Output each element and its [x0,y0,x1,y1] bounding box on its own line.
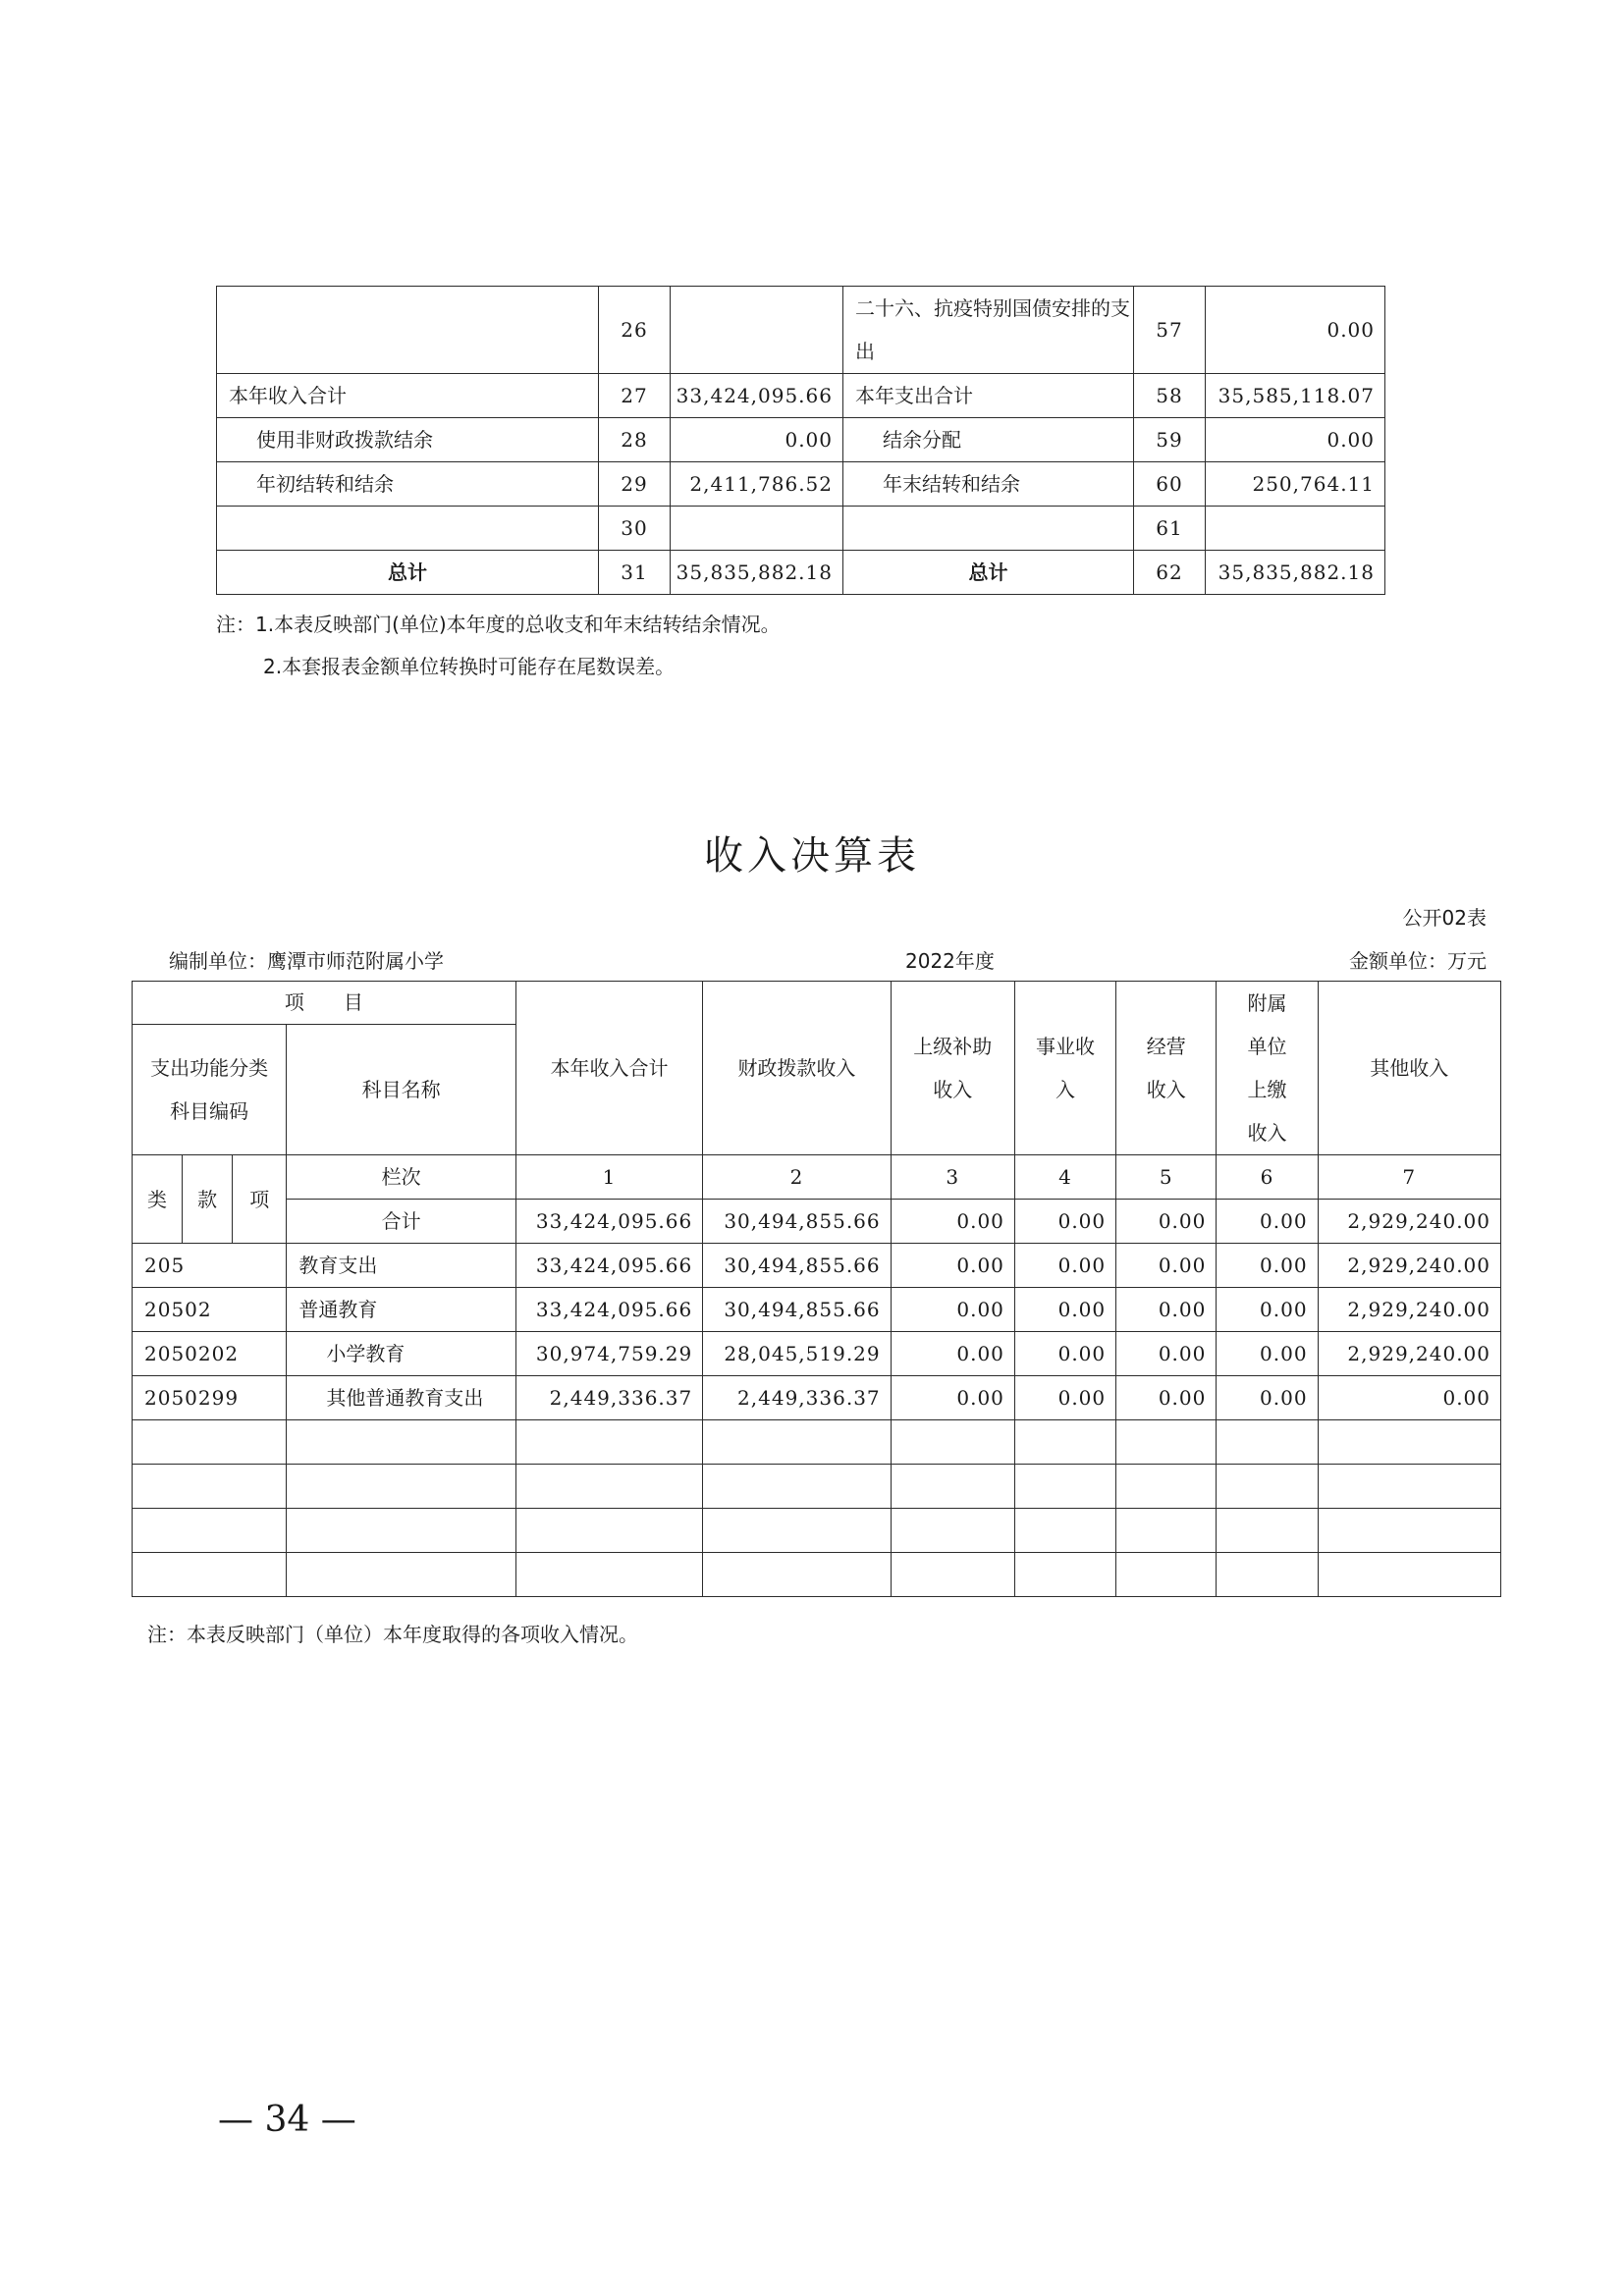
amount-unit: 金额单位：万元 [1349,949,1487,973]
left-amount: 0.00 [671,418,843,462]
value-cell: 33,424,095.66 [515,1288,702,1332]
value-cell: 0.00 [1116,1288,1217,1332]
grand-total-row [217,551,1385,595]
total-cell: 0.00 [1116,1200,1217,1244]
value-cell: 0.00 [1318,1376,1500,1420]
right-amount: 0.00 [1206,418,1385,462]
column-number: 3 [891,1155,1014,1200]
table1-note-1: 注：1.本表反映部门(单位)本年度的总收支和年末结转结余情况。 [216,613,781,636]
column-number: 6 [1217,1155,1318,1200]
right-label: 年末结转和结余 [843,462,1134,507]
right-total-label: 总计 [843,551,1134,595]
kuan-header: 款 [183,1155,233,1244]
right-amount [1206,507,1385,551]
value-cell: 0.00 [1217,1288,1318,1332]
table-row [133,1244,1501,1288]
business-income-header: 事业收入 [1014,982,1115,1155]
column-no-label: 栏次 [287,1155,516,1200]
empty-row [133,1420,1501,1465]
left-amount [671,287,843,374]
subject-code: 205 [133,1244,287,1288]
left-row-no: 30 [599,507,671,551]
form-code: 公开02表 [1402,906,1487,930]
table-row [133,1332,1501,1376]
left-label: 使用非财政拨款结余 [217,418,599,462]
affiliated-income-header: 附属单位上缴收入 [1217,982,1318,1155]
total-cell: 2,929,240.00 [1318,1200,1500,1244]
table-row [217,418,1385,462]
total-row [133,1200,1501,1244]
report-year: 2022年度 [905,949,995,973]
page-number: — 34 — [218,2100,356,2140]
left-row-no: 26 [599,287,671,374]
income-final-accounts-table [132,981,1501,1597]
subject-name-header: 科目名称 [287,1024,516,1154]
value-cell: 2,929,240.00 [1318,1332,1500,1376]
table1-note-2: 2.本套报表金额单位转换时可能存在尾数误差。 [263,655,676,678]
value-cell: 0.00 [1116,1244,1217,1288]
page-title: 收入决算表 [704,833,920,879]
value-cell: 33,424,095.66 [515,1244,702,1288]
left-label: 本年收入合计 [217,374,599,418]
table-row [217,287,1385,374]
value-cell: 0.00 [891,1376,1014,1420]
total-cell: 0.00 [1217,1200,1318,1244]
column-number: 2 [703,1155,891,1200]
left-row-no: 29 [599,462,671,507]
right-label: 结余分配 [843,418,1134,462]
left-row-no: 27 [599,374,671,418]
left-total-label: 总计 [217,551,599,595]
total-cell: 0.00 [891,1200,1014,1244]
table-row [217,374,1385,418]
fiscal-income-header: 财政拨款收入 [703,982,891,1155]
lei-header: 类 [133,1155,183,1244]
subject-code: 20502 [133,1288,287,1332]
left-label: 年初结转和结余 [217,462,599,507]
right-row-no: 58 [1134,374,1206,418]
value-cell: 2,929,240.00 [1318,1288,1500,1332]
subject-code: 2050299 [133,1376,287,1420]
right-amount: 250,764.11 [1206,462,1385,507]
income-expense-summary-table [216,286,1385,595]
subject-name: 其他普通教育支出 [287,1376,516,1420]
right-label: 二十六、抗疫特别国债安排的支出 [843,287,1134,374]
value-cell: 2,449,336.37 [515,1376,702,1420]
table-row [133,1376,1501,1420]
subject-code: 2050202 [133,1332,287,1376]
value-cell: 0.00 [1014,1244,1115,1288]
total-cell: 30,494,855.66 [703,1200,891,1244]
total-income-header: 本年收入合计 [515,982,702,1155]
value-cell: 0.00 [1116,1376,1217,1420]
value-cell: 0.00 [1217,1332,1318,1376]
value-cell: 2,449,336.37 [703,1376,891,1420]
compiling-unit: 编制单位：鹰潭市师范附属小学 [169,949,444,973]
right-amount: 35,585,118.07 [1206,374,1385,418]
value-cell: 0.00 [1116,1332,1217,1376]
total-label: 合计 [287,1200,516,1244]
column-number: 4 [1014,1155,1115,1200]
right-row-no: 61 [1134,507,1206,551]
superior-subsidy-header: 上级补助收入 [891,982,1014,1155]
subject-name: 小学教育 [287,1332,516,1376]
value-cell: 30,974,759.29 [515,1332,702,1376]
right-row-no: 59 [1134,418,1206,462]
left-amount: 33,424,095.66 [671,374,843,418]
empty-row [133,1465,1501,1509]
value-cell: 30,494,855.66 [703,1244,891,1288]
right-row-no: 60 [1134,462,1206,507]
table-row [217,507,1385,551]
total-cell: 33,424,095.66 [515,1200,702,1244]
right-row-no: 57 [1134,287,1206,374]
column-number: 5 [1116,1155,1217,1200]
value-cell: 28,045,519.29 [703,1332,891,1376]
right-label: 本年支出合计 [843,374,1134,418]
table2-note: 注：本表反映部门（单位）本年度取得的各项收入情况。 [147,1623,638,1646]
left-amount [671,507,843,551]
xiang-header: 项 [233,1155,287,1244]
table-row [217,462,1385,507]
subject-name: 教育支出 [287,1244,516,1288]
table-row [133,1288,1501,1332]
empty-row [133,1509,1501,1553]
total-cell: 0.00 [1014,1200,1115,1244]
right-amount: 0.00 [1206,287,1385,374]
column-number: 7 [1318,1155,1500,1200]
value-cell: 0.00 [891,1332,1014,1376]
empty-row [133,1553,1501,1597]
subject-name: 普通教育 [287,1288,516,1332]
other-income-header: 其他收入 [1318,982,1500,1155]
left-label [217,287,599,374]
value-cell: 0.00 [1014,1288,1115,1332]
left-amount: 35,835,882.18 [671,551,843,595]
operating-income-header: 经营收入 [1116,982,1217,1155]
right-amount: 35,835,882.18 [1206,551,1385,595]
value-cell: 0.00 [891,1244,1014,1288]
header-row [133,982,1501,1025]
value-cell: 30,494,855.66 [703,1288,891,1332]
right-row-no: 62 [1134,551,1206,595]
item-header: 项 目 [133,982,516,1025]
left-row-no: 28 [599,418,671,462]
value-cell: 0.00 [1014,1332,1115,1376]
column-number: 1 [515,1155,702,1200]
column-number-row [133,1155,1501,1200]
right-label [843,507,1134,551]
left-amount: 2,411,786.52 [671,462,843,507]
value-cell: 0.00 [891,1288,1014,1332]
value-cell: 0.00 [1014,1376,1115,1420]
value-cell: 2,929,240.00 [1318,1244,1500,1288]
value-cell: 0.00 [1217,1244,1318,1288]
value-cell: 0.00 [1217,1376,1318,1420]
func-code-header: 支出功能分类科目编码 [133,1024,287,1154]
left-row-no: 31 [599,551,671,595]
left-label [217,507,599,551]
